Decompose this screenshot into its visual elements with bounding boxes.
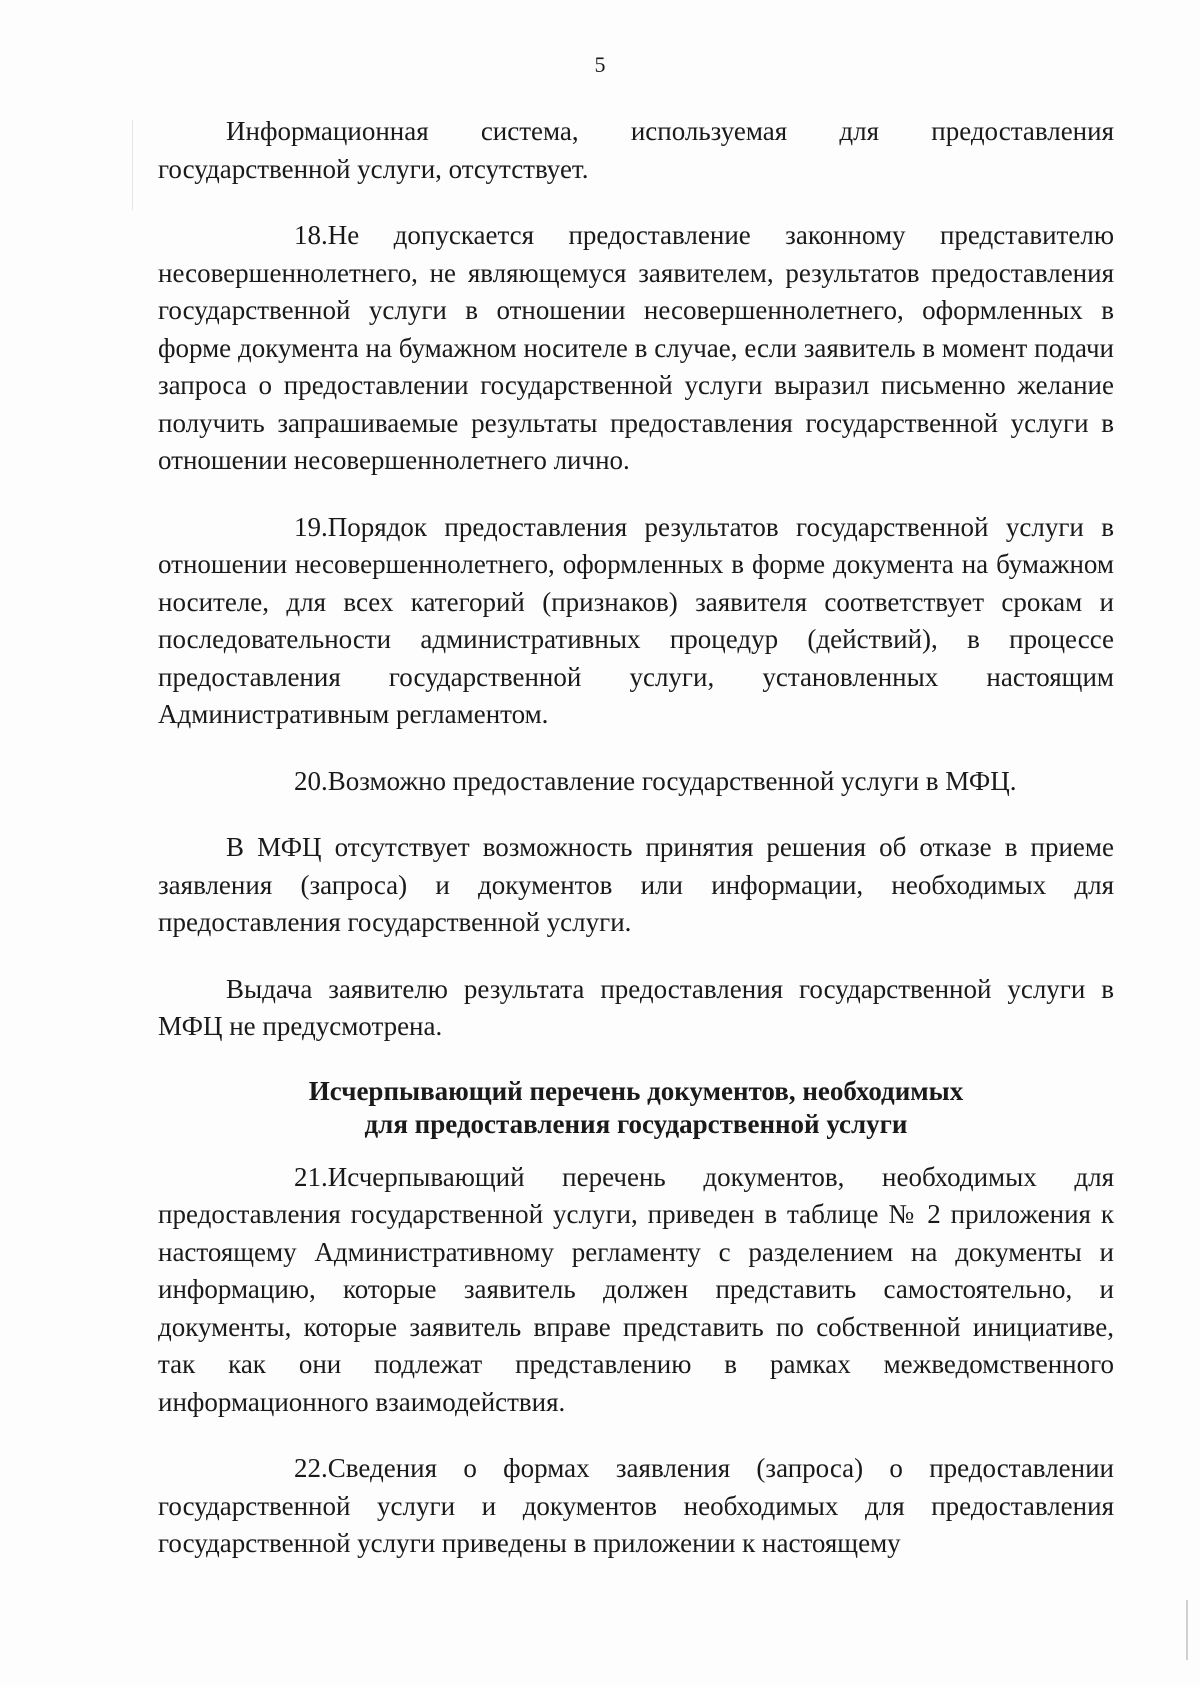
paragraph-mfc-issuance: Выдача заявителю результата предоставления государственной услуги в МФЦ не предусмотрена. bbox=[158, 973, 1114, 1041]
scan-artifact-line bbox=[1186, 1600, 1188, 1660]
paragraph-text: Сведения о формах заявления (запроса) о предоставлении государственной услуги и документов необходимых для предоставления государственной услуги приведены в приложении к настоящему bbox=[158, 1453, 1114, 1558]
document-body bbox=[158, 113, 1114, 1592]
paragraph-20 bbox=[158, 763, 1114, 801]
paragraph-number: 18. bbox=[294, 220, 328, 250]
paragraph-19 bbox=[158, 509, 1114, 734]
scan-artifact-line bbox=[132, 120, 133, 210]
paragraph-mfc-refusal: В МФЦ отсутствует возможность принятия решения об отказе в приеме заявления (запроса) и документов или информации, необходимых для предоставления государственной услуги. bbox=[158, 832, 1114, 937]
paragraph-number: 19. bbox=[294, 511, 328, 542]
paragraph-22 bbox=[158, 1450, 1114, 1563]
paragraph-text: Порядок предоставления результатов государственной услуги в отношении несовершеннолетнего, оформленных в форме документа на бумажном носителе, для всех категорий (признаков) заявителя соответствует срокам и последовательности административных процедур (действий), в процессе предоставления государственной услуги, установленных настоящим Административным регламентом. bbox=[158, 511, 1114, 729]
section-heading-line: для предоставления государственной услуги bbox=[364, 1108, 908, 1139]
paragraph-text: Возможно предоставление государственной услуги в МФЦ. bbox=[327, 765, 1017, 796]
paragraph-text: Не допускается предоставление законному представителю несовершеннолетнего, не являющемуся заявителем, результатов предоставления государственной услуги в отношении несовершеннолетнего, оформленных в форме документа на бумажном носителе в случае, если заявитель в момент подачи запроса о предоставлении государственной услуги выразил письменно желание получить запрашиваемые результаты предоставления государственной услуги в отношении несовершеннолетнего лично. bbox=[158, 220, 1114, 475]
paragraph-number: 22. bbox=[294, 1453, 328, 1483]
paragraph-text: Исчерпывающий перечень документов, необходимых для предоставления государственной услуги, приведен в таблице № 2 приложения к настоящему Административному регламенту с разделением на документы и информацию, которые заявитель должен представить самостоятельно, и документы, которые заявитель вправе представить по собственной инициативе, так как они подлежат представлению в рамках межведомственного информационного взаимодействия. bbox=[158, 1161, 1114, 1417]
paragraph-21 bbox=[158, 1159, 1114, 1422]
section-heading bbox=[158, 1075, 1114, 1141]
section-heading-line: Исчерпывающий перечень документов, необходимых bbox=[308, 1075, 964, 1106]
page-number: 5 bbox=[594, 52, 606, 77]
paragraph-18 bbox=[158, 217, 1114, 480]
paragraph-number: 20. bbox=[294, 765, 328, 796]
paragraph-information-system: Информационная система, используемая для предоставления государственной услуги, отсутствует. bbox=[158, 116, 1114, 184]
paragraph-number: 21. bbox=[294, 1161, 328, 1192]
